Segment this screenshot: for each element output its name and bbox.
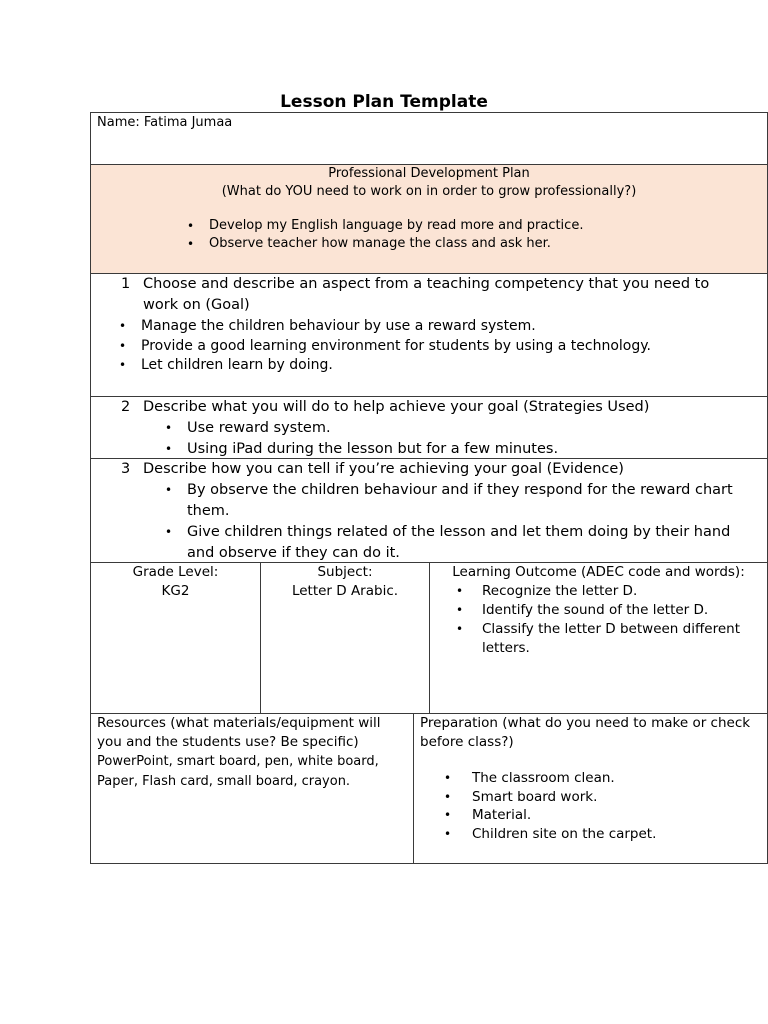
preparation-cell [413,713,768,864]
grade-label: Grade Level: [132,564,219,580]
bullet-icon: • [444,826,452,841]
bullet-icon: • [456,622,464,636]
grade-level-cell [90,562,261,714]
bullet-icon: • [444,789,452,804]
list-item: • Using iPad during the lesson but for a few minutes. [161,439,767,460]
preparation-list [420,769,761,843]
list-item: • The classroom clean. [444,770,615,786]
evidence-section [90,458,768,563]
list-item: • Manage the children behaviour by use a reward system. [115,317,767,337]
bullet-icon: • [119,358,127,372]
pd-list [91,217,767,253]
list-item: • Material. [444,807,532,823]
subject-value: Letter D Arabic. [291,583,399,599]
evidence-prompt: 3 Describe how you can tell if you’re achieving your goal (Evidence) [91,459,767,480]
bullet-icon: • [187,219,195,233]
goal-number: 1 [121,276,131,292]
learning-outcome-list [430,582,767,658]
evidence-number: 3 [121,461,131,477]
strategies-prompt: 2 Describe what you will do to help achieve your goal (Strategies Used) [91,397,767,418]
strategies-number: 2 [121,399,131,415]
bullet-icon: • [444,771,452,785]
list-item: • Recognize the letter D. [456,583,638,599]
bullet-icon: • [444,808,452,822]
resources-value: PowerPoint, smart board, pen, white board, Paper, Flash card, small board, crayon. [97,754,379,789]
resources-label: Resources (what materials/equipment will you and the students use? Be specific) [97,715,381,750]
goal-list [91,317,767,376]
list-item: • By observe the children behaviour and if they respond for the reward chart them. [165,482,733,519]
grade-value: KG2 [161,583,190,599]
list-item: • Let children learn by doing. [115,356,767,376]
subject-label: Subject: [317,564,373,580]
list-item: • Identify the sound of the letter D. [456,602,709,618]
learning-outcome-label: Learning Outcome (ADEC code and words): [452,564,745,580]
resources-cell [90,713,414,864]
subject-cell [260,562,430,714]
list-item: • Classify the letter D between different letters. [456,621,740,656]
list-item: • Give children things related of the lesson and let them doing by their hand and observe if they can do it. [165,524,731,561]
bullet-icon: • [165,483,173,497]
bullet-icon: • [165,525,173,539]
bullet-icon: • [119,338,127,353]
name-label: Name: Fatima Jumaa [97,115,233,130]
preparation-label: Preparation (what do you need to make or check before class?) [420,715,751,750]
bullet-icon: • [187,237,195,251]
bullet-icon: • [119,319,127,333]
list-item: • Provide a good learning environment for students by using a technology. [115,337,767,357]
pd-question: (What do YOU need to work on in order to grow professionally?) [221,184,637,199]
strategies-list [91,418,767,460]
bullet-icon: • [165,442,173,456]
bullet-icon: • [165,421,173,435]
document-title: Lesson Plan Template [280,92,488,112]
list-item: • Develop my English language by read more and practice. [187,218,584,233]
goal-prompt: 1 Choose and describe an aspect from a teaching competency that you need to work on (Goal) [121,276,710,313]
professional-development-section [90,164,768,274]
evidence-list [91,480,767,564]
name-section [90,112,768,165]
list-item: • Smart board work. [444,788,598,805]
list-item: • Observe teacher how manage the class and ask her. [187,236,551,251]
learning-outcome-cell [429,562,768,714]
bullet-icon: • [456,603,464,617]
goal-section [90,273,768,397]
pd-heading: Professional Development Plan [328,166,530,181]
strategies-section [90,396,768,459]
list-item: • Use reward system. [161,418,767,439]
list-item: • Children site on the carpet. [444,825,657,842]
bullet-icon: • [456,584,464,598]
